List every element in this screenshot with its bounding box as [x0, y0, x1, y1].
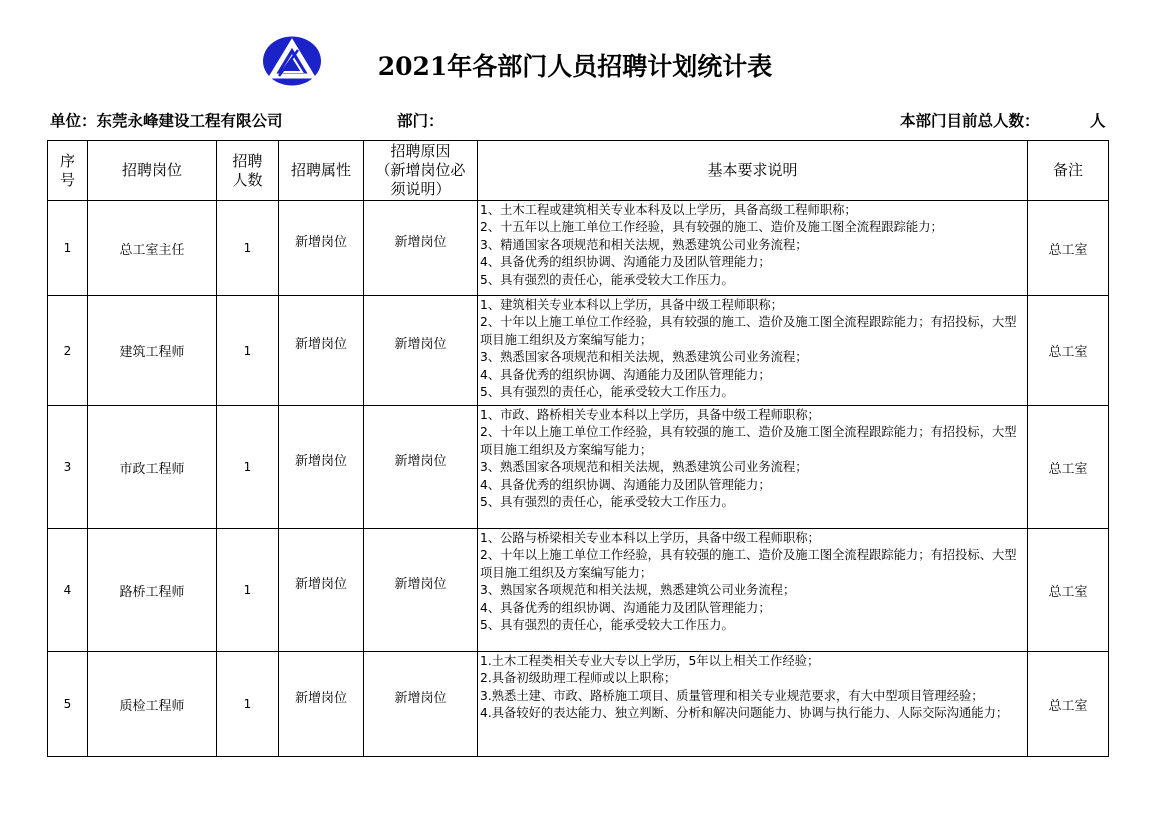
- column-header-text: 基本要求说明: [707, 161, 798, 179]
- page-title: 2021年各部门人员招聘计划统计表: [377, 52, 773, 81]
- cell-position: 质检工程师: [88, 652, 217, 757]
- column-header-text: （新增岗位必: [375, 160, 466, 179]
- cell-count: 1: [217, 201, 279, 296]
- requirement-line: 4、具备优秀的组织协调、沟通能力及团队管理能力；: [480, 255, 771, 270]
- requirement-line: 4、具备优秀的组织协调、沟通能力及团队管理能力；: [480, 367, 771, 382]
- requirement-line: 4、具备优秀的组织协调、沟通能力及团队管理能力；: [480, 477, 771, 492]
- cell-no: 1: [48, 201, 88, 296]
- requirement-line: 1、土木工程或建筑相关专业本科及以上学历，具备高级工程师职称；: [480, 203, 857, 217]
- column-header-requirements: [478, 141, 1028, 201]
- table-row: [48, 529, 1109, 652]
- cell-note: 总工室: [1028, 201, 1109, 296]
- department-label: 部门：: [397, 112, 444, 130]
- requirement-line: 3、熟国家各项规范和相关法规，熟悉建筑公司业务流程；: [480, 583, 796, 598]
- cell-position: 市政工程师: [88, 406, 217, 529]
- table-row: [48, 296, 1109, 406]
- cell-note: 总工室: [1028, 406, 1109, 529]
- requirement-line: 3、熟悉国家各项规范和相关法规，熟悉建筑公司业务流程；: [480, 460, 808, 475]
- requirement-line: 5、具有强烈的责任心，能承受较大工作压力。: [480, 385, 734, 400]
- column-header-count: [217, 141, 279, 201]
- requirement-line: 4、具备优秀的组织协调、沟通能力及团队管理能力；: [480, 600, 771, 615]
- column-header-text: 须说明）: [390, 179, 451, 198]
- requirement-line: 4.具备较好的表达能力、独立判断、分析和解决问题能力、协调与执行能力、人际交际沟通能力；: [480, 706, 1009, 721]
- cell-reason: 新增岗位: [364, 296, 478, 406]
- cell-count: 1: [217, 406, 279, 529]
- cell-count: 1: [217, 296, 279, 406]
- column-header-text: 招聘: [232, 151, 263, 170]
- cell-count: 1: [217, 652, 279, 757]
- column-header-text: 号: [59, 170, 75, 189]
- column-header-attribute: [279, 141, 364, 201]
- cell-note: 总工室: [1028, 652, 1109, 757]
- requirement-line: 1、公路与桥梁相关专业本科以上学历，具备中级工程师职称；: [480, 531, 820, 545]
- requirement-line: 2、十五年以上施工单位工作经验，具有较强的施工、造价及施工图全流程跟踪能力；: [480, 220, 943, 235]
- column-header-text: 备注: [1052, 161, 1083, 179]
- headcount-label: 本部门目前总人数：: [900, 112, 1040, 130]
- table-row: [48, 652, 1109, 757]
- cell-reason: 新增岗位: [364, 201, 478, 296]
- column-header-reason: [364, 141, 478, 201]
- cell-attribute: 新增岗位: [279, 201, 364, 296]
- cell-attribute: 新增岗位: [279, 652, 364, 757]
- cell-requirements: [478, 296, 1028, 406]
- cell-attribute: 新增岗位: [279, 529, 364, 652]
- requirement-line: 5、具有强烈的责任心，能承受较大工作压力。: [480, 495, 734, 510]
- cell-requirements: [478, 201, 1028, 296]
- cell-count: 1: [217, 529, 279, 652]
- table-row: [48, 201, 1109, 296]
- requirement-line: 3、熟悉国家各项规范和相关法规，熟悉建筑公司业务流程；: [480, 350, 808, 365]
- cell-reason: 新增岗位: [364, 529, 478, 652]
- headcount-unit: 人: [1090, 112, 1106, 130]
- cell-position: 总工室主任: [88, 201, 217, 296]
- column-header-no: [48, 141, 88, 201]
- requirement-line: 1、建筑相关专业本科以上学历，具备中级工程师职称；: [480, 298, 783, 312]
- column-header-note: [1028, 141, 1109, 201]
- requirement-line: 2、十年以上施工单位工作经验，具有较强的施工、造价及施工图全流程跟踪能力；有招投标，大型项目施工组织及方案编写能力；: [480, 425, 1017, 457]
- table-row: [48, 406, 1109, 529]
- requirement-line: 1.土木工程类相关专业大专以上学历，5年以上相关工作经验；: [480, 654, 820, 668]
- cell-position: 路桥工程师: [88, 529, 217, 652]
- company-unit-label: 单位：东莞永峰建设工程有限公司: [50, 112, 283, 130]
- cell-reason: 新增岗位: [364, 406, 478, 529]
- cell-requirements: [478, 529, 1028, 652]
- column-header-text: 人数: [232, 170, 263, 189]
- cell-requirements: [478, 406, 1028, 529]
- cell-attribute: 新增岗位: [279, 296, 364, 406]
- cell-note: 总工室: [1028, 296, 1109, 406]
- cell-no: 2: [48, 296, 88, 406]
- cell-no: 3: [48, 406, 88, 529]
- column-header-text: 序: [59, 151, 75, 170]
- recruitment-table: [47, 140, 1109, 757]
- requirement-line: 3、精通国家各项规范和相关法规，熟悉建筑公司业务流程；: [480, 237, 808, 252]
- column-header-text: 招聘属性: [290, 161, 351, 179]
- requirement-line: 2、十年以上施工单位工作经验，具有较强的施工、造价及施工图全流程跟踪能力；有招投标、大型项目施工组织及方案编写能力；: [480, 548, 1017, 580]
- requirement-line: 2、十年以上施工单位工作经验，具有较强的施工、造价及施工图全流程跟踪能力；有招投标，大型项目施工组织及方案编写能力；: [480, 315, 1017, 347]
- cell-position: 建筑工程师: [88, 296, 217, 406]
- table-header-row: [48, 141, 1109, 201]
- cell-attribute: 新增岗位: [279, 406, 364, 529]
- column-header-text: 招聘原因: [390, 141, 451, 160]
- cell-note: 总工室: [1028, 529, 1109, 652]
- column-header-position: [88, 141, 217, 201]
- cell-reason: 新增岗位: [364, 652, 478, 757]
- cell-no: 5: [48, 652, 88, 757]
- requirement-line: 5、具有强烈的责任心，能承受较大工作压力。: [480, 272, 734, 287]
- requirement-line: 1、市政、路桥相关专业本科以上学历，具备中级工程师职称；: [480, 408, 820, 422]
- company-logo: [262, 36, 322, 86]
- column-header-text: 招聘岗位: [121, 161, 182, 179]
- cell-requirements: [478, 652, 1028, 757]
- requirement-line: 2.具备初级助理工程师或以上职称；: [480, 671, 677, 686]
- requirement-line: 3.熟悉土建、市政、路桥施工项目、质量管理和相关专业规范要求，有大中型项目管理经验；: [480, 688, 984, 703]
- requirement-line: 5、具有强烈的责任心，能承受较大工作压力。: [480, 618, 734, 633]
- cell-no: 4: [48, 529, 88, 652]
